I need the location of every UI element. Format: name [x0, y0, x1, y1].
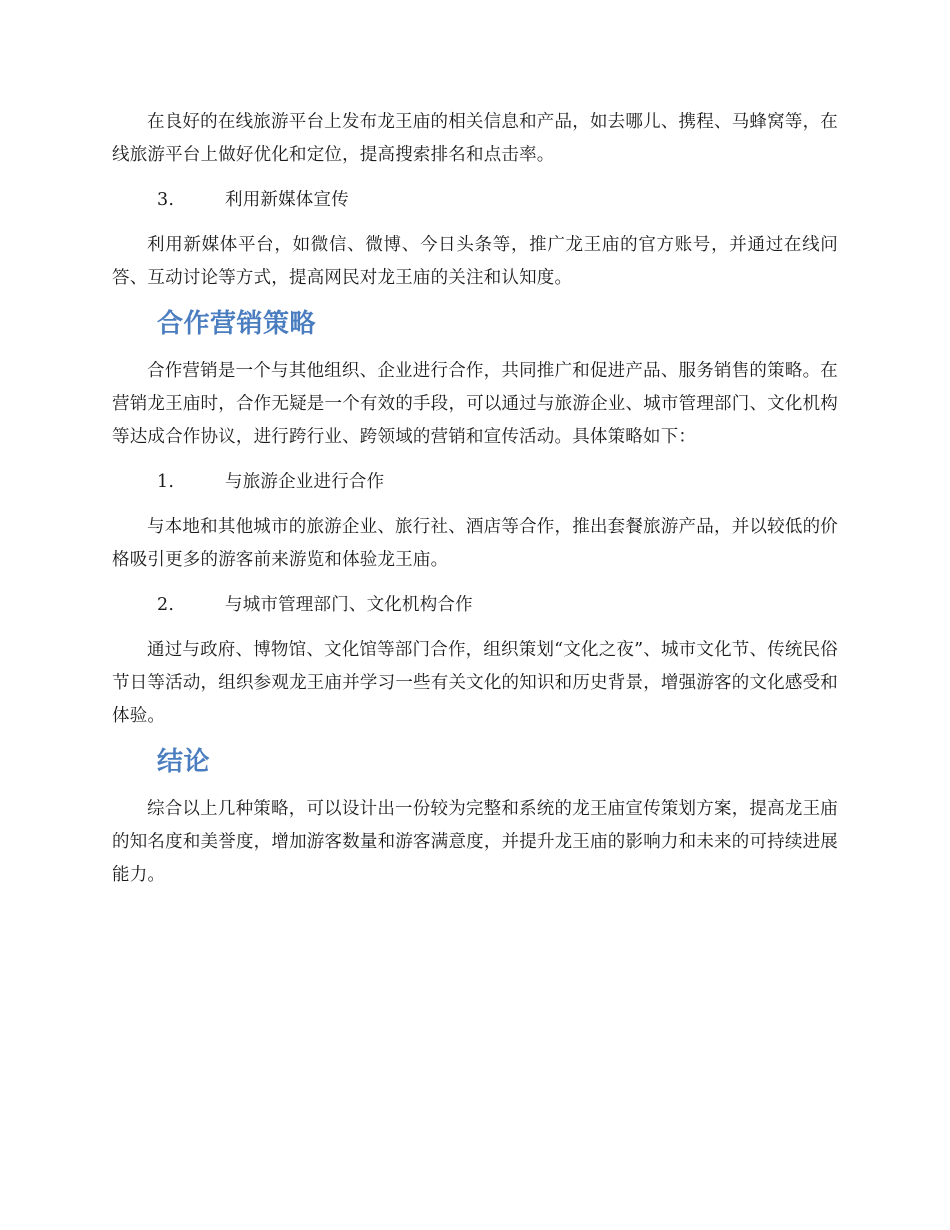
heading-conclusion: 结论 [157, 747, 211, 777]
list-item-label: 与旅游企业进行合作 [225, 472, 385, 492]
paragraph-new-media: 利用新媒体平台，如微信、微博、今日头条等，推广龙王庙的官方账号，并通过在线问答、互动讨论等方式，提高网民对龙王庙的关注和认知度。 [112, 235, 838, 288]
paragraph-travel-enterprises: 与本地和其他城市的旅游企业、旅行社、酒店等合作，推出套餐旅游产品，并以较低的价格吸引更多的游客前来游览和体验龙王庙。 [112, 517, 838, 570]
paragraph-city-culture: 通过与政府、博物馆、文化馆等部门合作，组织策划“文化之夜”、城市文化节、传统民俗节日等活动，组织参观龙王庙并学习一些有关文化的知识和历史背景，增强游客的文化感受和体验。 [112, 640, 838, 726]
list-item-label: 与城市管理部门、文化机构合作 [225, 595, 473, 615]
list-item-city-culture [112, 589, 838, 622]
paragraph-conclusion: 综合以上几种策略，可以设计出一份较为完整和系统的龙王庙宣传策划方案，提高龙王庙的知名度和美誉度，增加游客数量和游客满意度，并提升龙王庙的影响力和未来的可持续进展能力。 [112, 799, 838, 885]
list-number: 1. [157, 472, 175, 492]
list-number: 3. [157, 190, 175, 210]
paragraph-online-travel-platforms: 在良好的在线旅游平台上发布龙王庙的相关信息和产品，如去哪儿、携程、马蜂窝等，在线旅游平台上做好优化和定位，提高搜索排名和点击率。 [112, 112, 838, 165]
paragraph-cooperative-marketing-intro: 合作营销是一个与其他组织、企业进行合作，共同推广和促进产品、服务销售的策略。在营销龙王庙时，合作无疑是一个有效的手段，可以通过与旅游企业、城市管理部门、文化机构等达成合作协议，进行跨行业、跨领域的营销和宣传活动。具体策略如下： [112, 361, 838, 447]
list-number: 2. [157, 595, 175, 615]
document-page [112, 106, 838, 904]
list-item-travel-enterprises [112, 466, 838, 499]
list-item-new-media [112, 184, 838, 217]
list-item-label: 利用新媒体宣传 [225, 190, 349, 210]
heading-cooperative-marketing: 合作营销策略 [157, 309, 317, 339]
